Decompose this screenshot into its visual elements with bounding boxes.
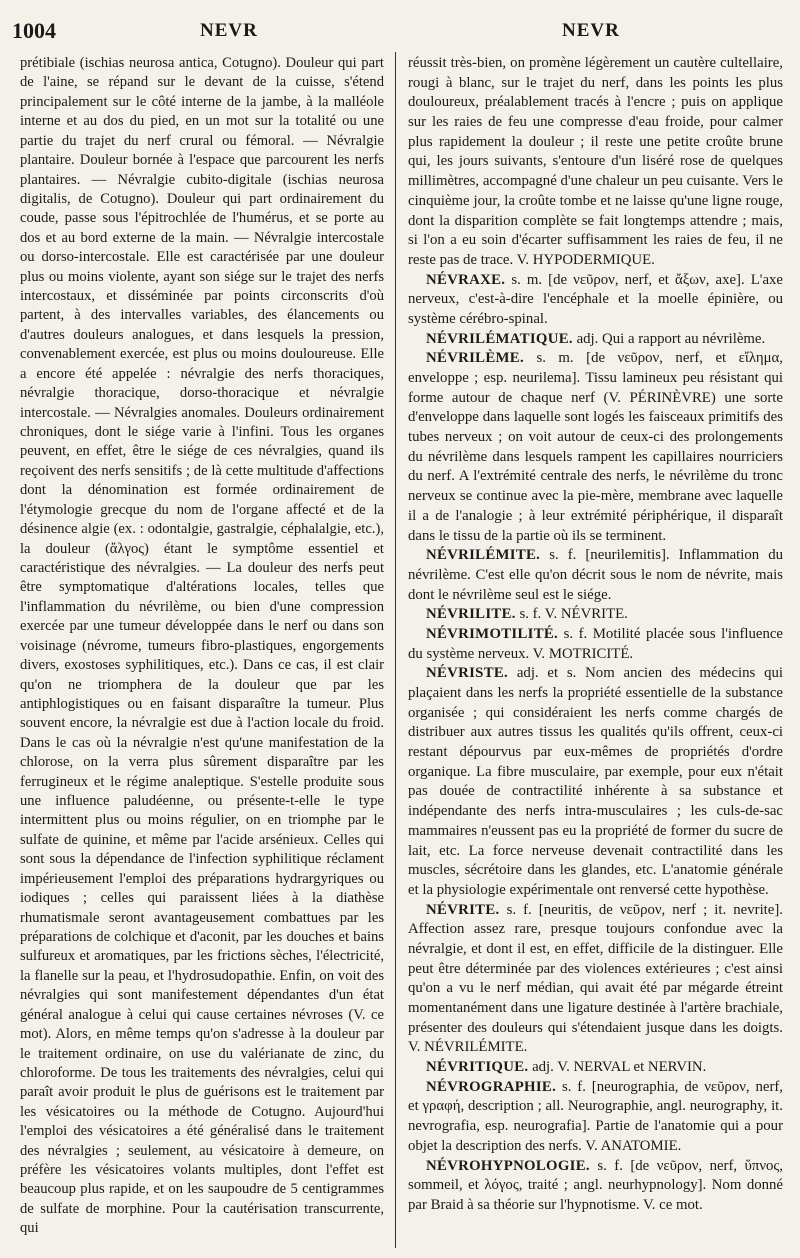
dictionary-entry	[408, 271, 783, 330]
entry-definition: s. f. V. NÉVRITE.	[515, 606, 628, 623]
entry-headword: NÉVRITIQUE.	[426, 1059, 529, 1076]
entry-headword: NÉVRILITE.	[426, 606, 516, 623]
entry-headword: NÉVRISTE.	[426, 665, 509, 682]
dictionary-entry	[408, 1157, 783, 1216]
page-number: 1004	[12, 18, 56, 43]
entry-definition: s. f. Motilité placée sous l'influence du système nerveux. V. MOTRICITÉ.	[408, 625, 783, 662]
dictionary-entry	[408, 349, 783, 546]
entry-definition: s. f. [neurilemitis]. Inflammation du névrilème. C'est elle qu'on décrit sous le nom de névrite, mais dont le névrilème seul est le siége.	[408, 547, 783, 603]
dictionary-entry	[408, 901, 783, 1059]
entry-definition: adj. Qui a rapport au névrilème.	[572, 330, 766, 347]
entry-definition: adj. et s. Nom ancien des médecins qui plaçaient dans les nerfs la propriété essentielle de la substance organisée ; qui considéraient les nerfs comme chargés de distribuer aux autres tissus les qualités qu'ils offrent, ceux-ci restant dépourvus par eux-mêmes de propriétés d'ordre organique. La fibre musculaire, par exemple, pour eux n'était pas douée de contractilité inhérente à sa substance et indépendante des nerfs intra-musculaires ; les culs-de-sac mammaires n'eussent pas eu la propriété de former du sucre de lait, etc. La force nerveuse devenait contractilité dans les muscles, sécrétoire dans les glandes, etc. L'anatomie générale et la physiologie expérimentale ont renversé cette hypothèse.	[408, 665, 783, 898]
continuation-text: réussit très-bien, on promène légèrement un cautère cultellaire, rougi à blanc, sur le trajet du nerf, dans les points les plus douloureux, préalablement tracés à l'encre ; puis on applique sur les raies de feu une compresse d'eau froide, pour calmer plus rapidement la douleur ; il reste une petite croûte brune qui, les jours suivants, s'entoure d'un liséré rose de quelques millimètres, accompagné d'une chaleur un peu cuisante. Vers le cinquième jour, la croûte tombe et ne laisse qu'une ligne rouge, dont la disparition complète se fait longtemps attendre ; mais, si l'on a eu soin d'écarter suffisamment les raies de feu, il ne reste pas de trace. V. HYPODERMIQUE.	[408, 55, 783, 268]
entry-headword: NÉVRIMOTILITÉ.	[426, 625, 559, 642]
entry-headword: NÉVRILÈME.	[426, 350, 524, 367]
entry-headword: NÉVROGRAPHIE.	[426, 1078, 557, 1095]
entry-definition: adj. V. NERVAL et NERVIN.	[528, 1059, 707, 1076]
entry-definition: s. f. [de νεῦρον, nerf, ὕπνος, sommeil, et λόγος, traité ; angl. neurhypnology]. Nom donné par Braid à sa théorie sur l'hypnotisme. V. ce mot.	[408, 1157, 783, 1213]
dictionary-entry	[408, 546, 783, 605]
entry-definition: s. m. [de νεῦρον, nerf, et εἴλημα, enveloppe ; esp. neurilema]. Tissu lamineux peu résistant qui forme autour de chaque nerf (V. PÉRINÈVRE) une sorte d'enveloppe dans laquelle sont logés les faisceaux primitifs des tubes nerveux ; on voit autour de ceux-ci des prolongements du névrilème dans lesquels rampent les capillaires nourriciers du nerf. A l'extrémité centrale des nerfs, le névrilème du tronc nerveux se continue avec la pie-mère, membrane avec laquelle il a de l'analogie ; à leur extrémité périphérique, il disparaît dans le tissu de la partie où ils se terminent.	[408, 350, 783, 544]
right-running-head: NEVR	[562, 20, 620, 41]
right-column	[408, 54, 783, 1216]
entry-headword: NÉVROHYPNOLOGIE.	[426, 1157, 590, 1174]
entry-headword: NÉVRITE.	[426, 901, 500, 918]
entry-headword: NÉVRAXE.	[426, 271, 506, 288]
dictionary-entry	[408, 625, 783, 664]
left-column-text: prétibiale (ischias neurosa antica, Cotugno). Douleur qui part de l'aine, se répand sur le devant de la cuisse, s'étend principalement sur le côté interne de la jambe, à la malléole interne et au dos du pied, en un mot sur la totalité ou une partie du trajet du nerf crural ou fémoral. — Névralgie plantaire. Douleur bornée à l'espace que parcourent les nerfs plantaires. — Névralgie cubito-digitale (ischias neurosa digitalis, de Cotugno). Douleur qui part ordinairement du coude, passe sous l'épitrochlée de l'humérus, et se porte au dos et au bord externe de la main. — Névralgie intercostale ou dorso-intercostale. Elle est caractérisée par une douleur plus ou moins violente, ayant son siége sur le trajet des nerfs intercostaux, et disséminée par points circonscrits d'où partent, à des intervalles variables, des élancements ou d'autres douleurs analogues, et dans lesquels la pression, convenablement exercée, est plus ou moins douloureuse. Elle a encore été appelée : névralgie des nerfs thoraciques, névralgie thoracique, dorso-thoracique et névralgie intercostale. — Névralgies anomales. Douleurs ordinairement chroniques, dont le siége varie à l'infini. Tous les organes peuvent, en effet, être le siége de ces névralgies, quand ils reçoivent des nerfs sensitifs ; de là cette multitude d'affections dont la dénomination est formée ordinairement de l'étymologie grecque du nom de l'organe affecté et de la désinence algie (ex. : odontalgie, gastralgie, céphalalgie, etc.), la douleur (ἄλγος) étant le symptôme essentiel et caractéristique des névralgies. — La douleur des nerfs peut être symptomatique d'altérations locales, telles que l'inflammation du névrilème, ou bien d'une compression exercée par une tumeur développée dans le nerf ou dans son voisinage (névrome, tumeurs fibro-plastiques, engorgements divers, exostoses syphilitiques, etc.). Dans ce cas, il est clair qu'on ne triomphera de la douleur que par les antiphlogistiques ou en faisant disparaître la tumeur. Plus souvent encore, la névralgie est due à l'action locale du froid. Dans le cas où la névralgie n'est qu'une manifestation de la chlorose, on la verra plus sûrement disparaître par les ferrugineux et le régime analeptique. S'estelle produite sous une influence paludéenne, ou présente-t-elle le type intermittent plus ou moins régulier, on en triomphe par le sulfate de quinine, et même par l'acide arsénieux. Celles qui sont sous la dépendance de l'infection syphilitique réclament impérieusement l'emploi des préparations hydrargyriques ou iodiques ; celles qui paraissent liées à la diathèse rhumatismale seront avantageusement combattues par les préparations de colchique et d'aconit, par les douches et bains sulfureux et aromatiques, par les frictions sèches, l'électricité, la flanelle sur la peau, et l'hydrosudopathie. Enfin, on voit des névralgies qui sont manifestement dépendantes d'un état général analogue à celui qui cause certaines névroses (V. ce mot). Alors, en même temps qu'on s'adresse à la douleur par le traitement ordinaire, on use du valérianate de zinc, du chloroforme. De tous les traitements des névralgies, celui qui paraît avoir produit le plus de guérisons est le traitement par les vésicatoires ou la méthode de Cotugno. Aujourd'hui l'emploi des vésicatoires a été généralisé dans le traitement des névralgies ; seulement, au vésicatoire à demeure, on préfère les vésicatoires volants multiples, dont l'effet est beaucoup plus rapide, et on les saupoudre de 5 centigrammes de sulfate de morphine. Pour la cautérisation transcurrente, qui	[20, 55, 384, 1237]
dictionary-entry	[408, 664, 783, 900]
entry-headword: NÉVRILÉMITE.	[426, 547, 541, 564]
entry-definition: s. f. [neurographia, de νεῦρον, nerf, et γραφή, description ; all. Neurographie, angl. neurography, it. nevrografia, esp. neurografia]. Partie de l'anatomie qui a pour objet la description des nerfs. V. ANATOMIE.	[408, 1078, 783, 1154]
entry-definition: s. m. [de νεῦρον, nerf, et ἄξων, axe]. L'axe nerveux, c'est-à-dire l'encéphale et la moelle épinière, ou système cérébro-spinal.	[408, 271, 783, 327]
left-running-head: NEVR	[200, 20, 258, 41]
dictionary-entries	[408, 271, 783, 1216]
entry-headword: NÉVRILÉMATIQUE.	[426, 330, 573, 347]
dictionary-entry	[408, 1078, 783, 1157]
column-divider	[395, 52, 396, 1248]
left-column	[20, 54, 384, 1239]
entry-definition: s. f. [neuritis, de νεῦρον, nerf ; it. nevrite]. Affection assez rare, presque toujours confondue avec la névralgie, et dont il est, en effet, difficile de la distinguer. Elle peut être déterminée par des violences extérieures ; c'est ainsi qu'on a vu le nerf médian, qui avait été par mégarde étreint momentanément dans une ligature destinée à l'artère brachiale, présenter des douleurs qui s'étendaient jusque dans les doigts. V. NÉVRILÉMITE.	[408, 901, 783, 1056]
dictionary-entry	[408, 1058, 783, 1078]
page-header	[0, 16, 800, 46]
dictionary-entry	[408, 330, 783, 350]
dictionary-entry	[408, 605, 783, 625]
